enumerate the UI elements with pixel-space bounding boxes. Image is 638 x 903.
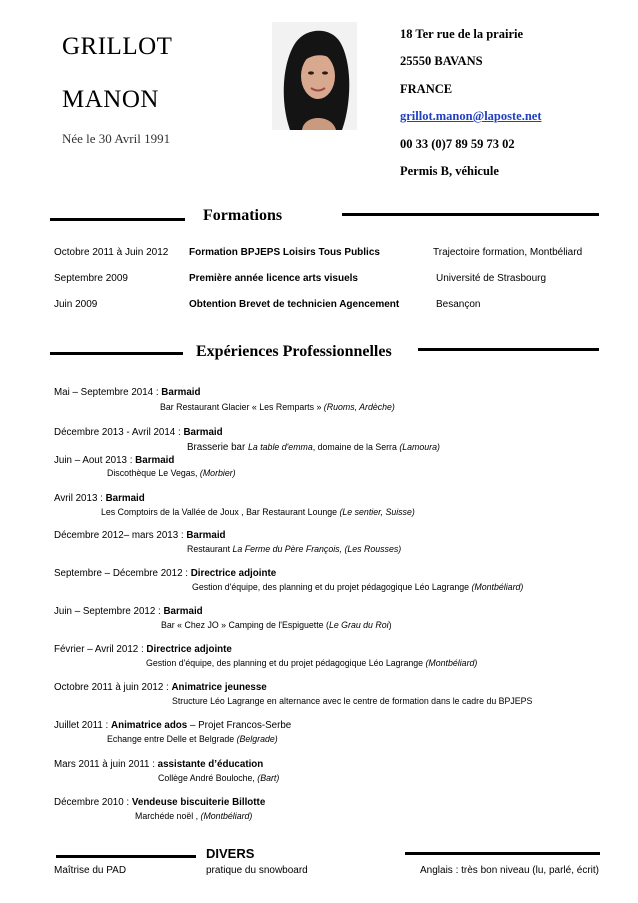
skill-item: Maîtrise du PAD xyxy=(54,865,127,876)
first-name: MANON xyxy=(62,86,159,113)
experience-header: Février – Avril 2012 : Directrice adjointe xyxy=(54,644,232,655)
experience-detail: Gestion d'équipe, des planning et du projet pédagogique Léo Lagrange (Montbéliard) xyxy=(146,658,478,668)
driving-license: Permis B, véhicule xyxy=(400,164,499,178)
country: FRANCE xyxy=(400,82,453,96)
experience-header: Octobre 2011 à juin 2012 : Animatrice jeunesse xyxy=(54,682,267,693)
experience-role: Barmaid xyxy=(105,493,145,504)
experience-detail: Bar « Chez JO » Camping de l'Espiguette (Le Grau du Roi) xyxy=(161,620,392,630)
section-rule-right xyxy=(405,852,600,855)
experience-detail: Echange entre Delle et Belgrade (Belgrade) xyxy=(107,734,278,744)
experience-header: Juillet 2011 : Animatrice ados – Projet Francos-Serbe xyxy=(54,720,292,731)
experience-role: Vendeuse biscuiterie Billotte xyxy=(131,797,266,808)
experience-detail: Structure Léo Lagrange en alternance avec le centre de formation dans le cadre du BPJEPS xyxy=(172,696,533,706)
hobby-item: pratique du snowboard xyxy=(206,865,308,876)
birth-date: Née le 30 Avril 1991 xyxy=(62,131,171,146)
formation-date: Septembre 2009 xyxy=(54,273,128,284)
experiences-title: Expériences Professionnelles xyxy=(196,343,392,360)
experience-header: Mars 2011 à juin 2011 : assistante d’éducation xyxy=(54,759,264,770)
experience-detail: Les Comptoirs de la Vallée de Joux , Bar Restaurant Lounge (Le sentier, Suisse) xyxy=(101,507,415,517)
section-rule-left xyxy=(50,218,185,221)
formation-place: Trajectoire formation, Montbéliard xyxy=(433,247,583,258)
experience-detail: Collège André Bouloche, (Bart) xyxy=(158,773,280,783)
formations-title: Formations xyxy=(203,207,283,224)
experience-header: Mai – Septembre 2014 : Barmaid xyxy=(54,387,201,398)
experience-header: Septembre – Décembre 2012 : Directrice adjointe xyxy=(54,568,277,579)
formation-name: Formation BPJEPS Loisirs Tous Publics xyxy=(189,247,380,258)
divers-title: DIVERS xyxy=(206,846,255,861)
experience-header: Juin – Septembre 2012 : Barmaid xyxy=(54,606,203,617)
experience-role: Animatrice ados xyxy=(111,720,188,731)
experience-detail: Restaurant La Ferme du Père François, (Les Rousses) xyxy=(187,544,402,554)
experience-role: Barmaid xyxy=(135,455,175,466)
experience-detail: Brasserie bar La table d'emma, domaine de la Serra (Lamoura) xyxy=(187,442,440,453)
formation-place: Besançon xyxy=(436,299,481,310)
section-rule-right xyxy=(342,213,599,216)
experience-header: Juin – Aout 2013 : Barmaid xyxy=(54,455,175,466)
experience-role: Barmaid xyxy=(183,427,223,438)
section-rule-right xyxy=(418,348,599,351)
experience-header: Décembre 2010 : Vendeuse biscuiterie Billotte xyxy=(54,797,266,808)
experience-header: Décembre 2012– mars 2013 : Barmaid xyxy=(54,530,226,541)
formation-date: Juin 2009 xyxy=(54,299,98,310)
address-line-1: 18 Ter rue de la prairie xyxy=(400,27,524,41)
experience-role: assistante d’éducation xyxy=(157,759,264,770)
formation-name: Obtention Brevet de technicien Agencement xyxy=(189,299,400,310)
experience-detail: Gestion d'équipe, des planning et du projet pédagogique Léo Lagrange (Montbéliard) xyxy=(192,582,524,592)
experience-role: Animatrice jeunesse xyxy=(171,682,267,693)
section-rule-left xyxy=(56,855,196,858)
address-line-2: 25550 BAVANS xyxy=(400,54,483,68)
section-rule-left xyxy=(50,352,183,355)
formation-name: Première année licence arts visuels xyxy=(189,273,358,284)
experience-header: Avril 2013 : Barmaid xyxy=(54,493,145,504)
experience-role: Barmaid xyxy=(163,606,203,617)
experience-detail: Bar Restaurant Glacier « Les Remparts » (Ruoms, Ardèche) xyxy=(160,402,395,412)
phone-number: 00 33 (0)7 89 59 73 02 xyxy=(400,137,515,151)
formation-date: Octobre 2011 à Juin 2012 xyxy=(54,247,169,258)
experience-detail: Discothèque Le Vegas, (Morbier) xyxy=(107,468,236,478)
formation-place: Université de Strasbourg xyxy=(436,273,547,284)
experience-role: Directrice adjointe xyxy=(190,568,277,579)
experience-role: Directrice adjointe xyxy=(146,644,232,655)
email-link[interactable]: grillot.manon@laposte.net xyxy=(400,109,542,123)
last-name: GRILLOT xyxy=(62,33,173,60)
experience-role: Barmaid xyxy=(161,387,201,398)
profile-photo xyxy=(272,22,357,130)
experience-header: Décembre 2013 - Avril 2014 : Barmaid xyxy=(54,427,223,438)
experience-detail: Marchéde noël , (Montbéliard) xyxy=(135,811,253,821)
language-item: Anglais : très bon niveau (lu, parlé, écrit) xyxy=(420,865,599,876)
experience-role: Barmaid xyxy=(186,530,226,541)
